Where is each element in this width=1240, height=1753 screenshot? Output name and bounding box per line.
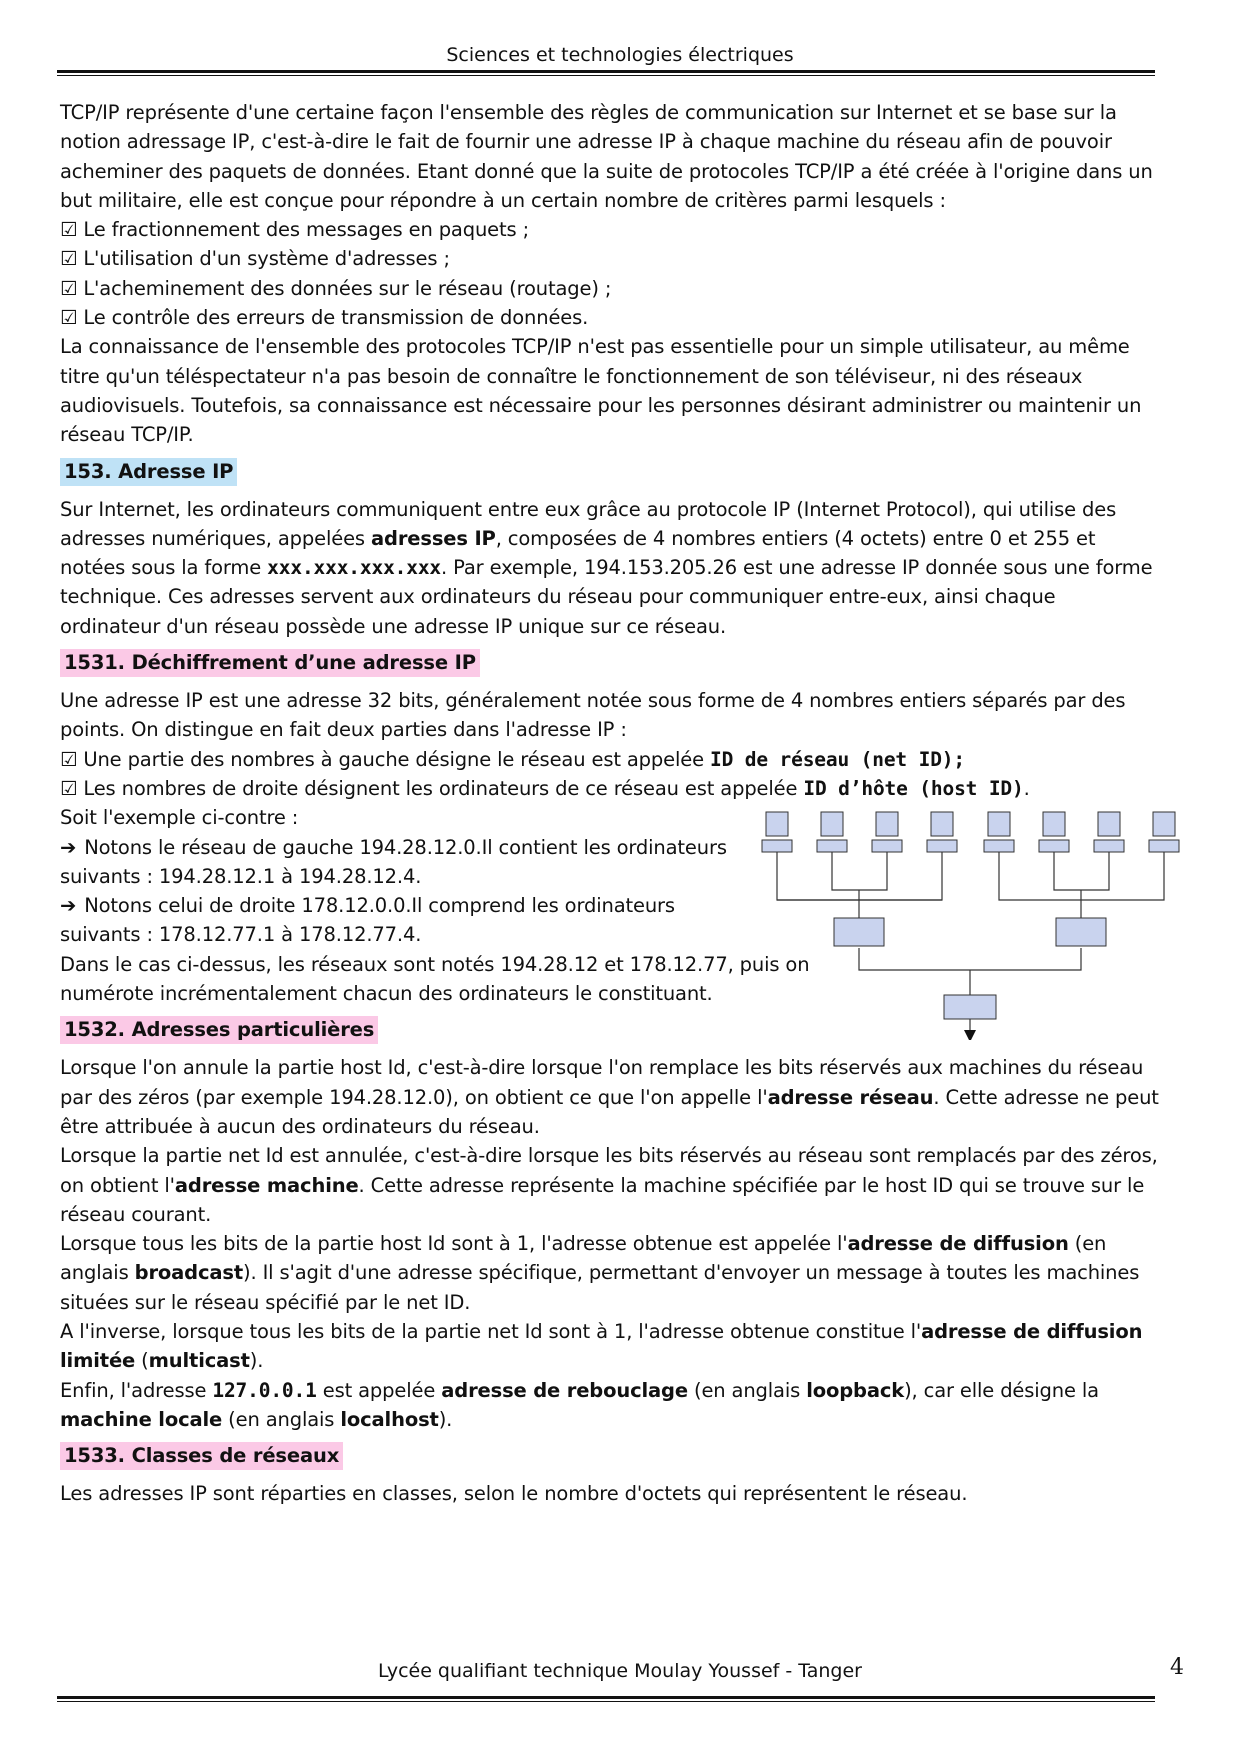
- intro-paragraph: TCP/IP représente d'une certaine façon l'ensemble des règles de communication sur Internet et se base sur la notion adressage IP, c'est-à-dire le fait de fournir une adresse IP à chaque machine du réseau afin de pouvoir acheminer des paquets de données. Etant donné que la suite de protocoles TCP/IP a été créée à l'origine dans un but militaire, elle est conçue pour répondre à un certain nombre de critères parmi lesquels :: [60, 101, 1153, 212]
- net-id-item: ☑ Une partie des nombres à gauche désigne le réseau est appelée ID de réseau (net ID);: [60, 745, 1160, 774]
- example-conclusion-cont: numérote incrémentalement chacun des ordinateurs le constituant.: [60, 982, 713, 1006]
- computer-icon: [1039, 812, 1069, 852]
- machine-address-paragraph: Lorsque la partie net Id est annulée, c'est-à-dire lorsque les bits réservés au réseau sont remplacés par des zéros, on obtient l'adresse machine. Cette adresse représente la machine spécifiée par le host ID qui se trouve sur le réseau courant.: [60, 1144, 1158, 1226]
- example-left-network-cont: suivants : 194.28.12.1 à 194.28.12.4.: [60, 864, 422, 888]
- criteria-item: ☑ L'acheminement des données sur le réseau (routage) ;: [60, 274, 1160, 303]
- multicast-paragraph: A l'inverse, lorsque tous les bits de la partie net Id sont à 1, l'adresse obtenue constitue l'adresse de diffusion limitée (multicast).: [60, 1319, 1143, 1373]
- example-right-network: ➔ Notons celui de droite 178.12.0.0.Il comprend les ordinateurs: [60, 891, 1160, 920]
- criteria-item: ☑ Le contrôle des erreurs de transmission de données.: [60, 303, 1160, 332]
- loopback-paragraph: Enfin, l'adresse 127.0.0.1 est appelée adresse de rebouclage (en anglais loopback), car elle désigne la machine locale (en anglais localhost).: [60, 1378, 1099, 1431]
- example-conclusion: Dans le cas ci-dessus, les réseaux sont notés 194.28.12 et 178.12.77, puis on: [60, 952, 810, 976]
- section-heading-1531: 1531. Déchiffrement d’une adresse IP: [60, 649, 480, 677]
- arrow-down-icon: [964, 1030, 976, 1040]
- page-header-title: Sciences et technologies électriques: [446, 44, 794, 66]
- page-number: 4: [1170, 1655, 1184, 1680]
- left-network-hub: [834, 918, 884, 946]
- header-rule: [57, 70, 1155, 76]
- s153-paragraph: Sur Internet, les ordinateurs communiquent entre eux grâce au protocole IP (Internet Protocol), qui utilise des adresses numériques, appelées adresses IP, composées de 4 nombres entiers (4 octets) entre 0 et 255 et notées sous la forme xxx.xxx.xxx.xxx. Par exemple, 194.153.205.26 est une adresse IP donnée sous une forme technique. Ces adresses servent aux ordinateurs du réseau pour communiquer entre-eux, ainsi chaque ordinateur d'un réseau possède une adresse IP unique sur ce réseau.: [60, 497, 1153, 638]
- computer-icon: [817, 812, 847, 852]
- example-intro: Soit l'exemple ci-contre :: [60, 806, 299, 830]
- network-address-paragraph: Lorsque l'on annule la partie host Id, c'est-à-dire lorsque l'on remplace les bits réservés aux machines du réseau par des zéros (par exemple 194.28.12.0), on obtient ce que l'on appelle l'adresse réseau. Cette adresse ne peut être attribuée à aucun des ordinateurs du réseau.: [60, 1056, 1159, 1138]
- page-content: [60, 98, 1160, 1508]
- section-heading-1532: 1532. Adresses particulières: [60, 1016, 378, 1044]
- example-right-network-cont: suivants : 178.12.77.1 à 178.12.77.4.: [60, 923, 422, 947]
- section-heading-153: 153. Adresse IP: [60, 458, 237, 486]
- right-network-hub: [1056, 918, 1106, 946]
- computer-icon: [1149, 812, 1179, 852]
- broadcast-paragraph: Lorsque tous les bits de la partie host Id sont à 1, l'adresse obtenue est appelée l'adresse de diffusion (en anglais broadcast). Il s'agit d'une adresse spécifique, permettant d'envoyer un message à toutes les machines situées sur le réseau spécifié par le net ID.: [60, 1232, 1140, 1314]
- classes-paragraph: Les adresses IP sont réparties en classes, selon le nombre d'octets qui représentent le réseau.: [60, 1482, 968, 1506]
- criteria-item: ☑ L'utilisation d'un système d'adresses ;: [60, 244, 1160, 273]
- footer-rule: [57, 1696, 1155, 1702]
- criteria-item: ☑ Le fractionnement des messages en paquets ;: [60, 215, 1160, 244]
- computer-icon: [1094, 812, 1124, 852]
- page-footer-title: Lycée qualifiant technique Moulay Youssef - Tanger: [377, 1660, 862, 1682]
- computer-icon: [927, 812, 957, 852]
- network-diagram: [758, 810, 1198, 1040]
- router-box: [944, 995, 996, 1019]
- section-heading-1533: 1533. Classes de réseaux: [60, 1442, 343, 1470]
- intro-conclusion: La connaissance de l'ensemble des protocoles TCP/IP n'est pas essentielle pour un simple utilisateur, au même titre qu'un téléspectateur n'a pas besoin de connaître le fonctionnement de son téléviseur, ni des réseaux audiovisuels. Toutefois, sa connaissance est nécessaire pour les personnes désirant administrer ou maintenir un réseau TCP/IP.: [60, 335, 1142, 447]
- computer-icon: [984, 812, 1014, 852]
- host-id-item: ☑ Les nombres de droite désignent les ordinateurs de ce réseau est appelée ID d’hôte (host ID).: [60, 774, 1160, 803]
- example-left-network: ➔ Notons le réseau de gauche 194.28.12.0.Il contient les ordinateurs: [60, 833, 1160, 862]
- computer-icon: [872, 812, 902, 852]
- computer-icon: [762, 812, 792, 852]
- s1531-paragraph: Une adresse IP est une adresse 32 bits, généralement notée sous forme de 4 nombres entiers séparés par des points. On distingue en fait deux parties dans l'adresse IP :: [60, 689, 1126, 742]
